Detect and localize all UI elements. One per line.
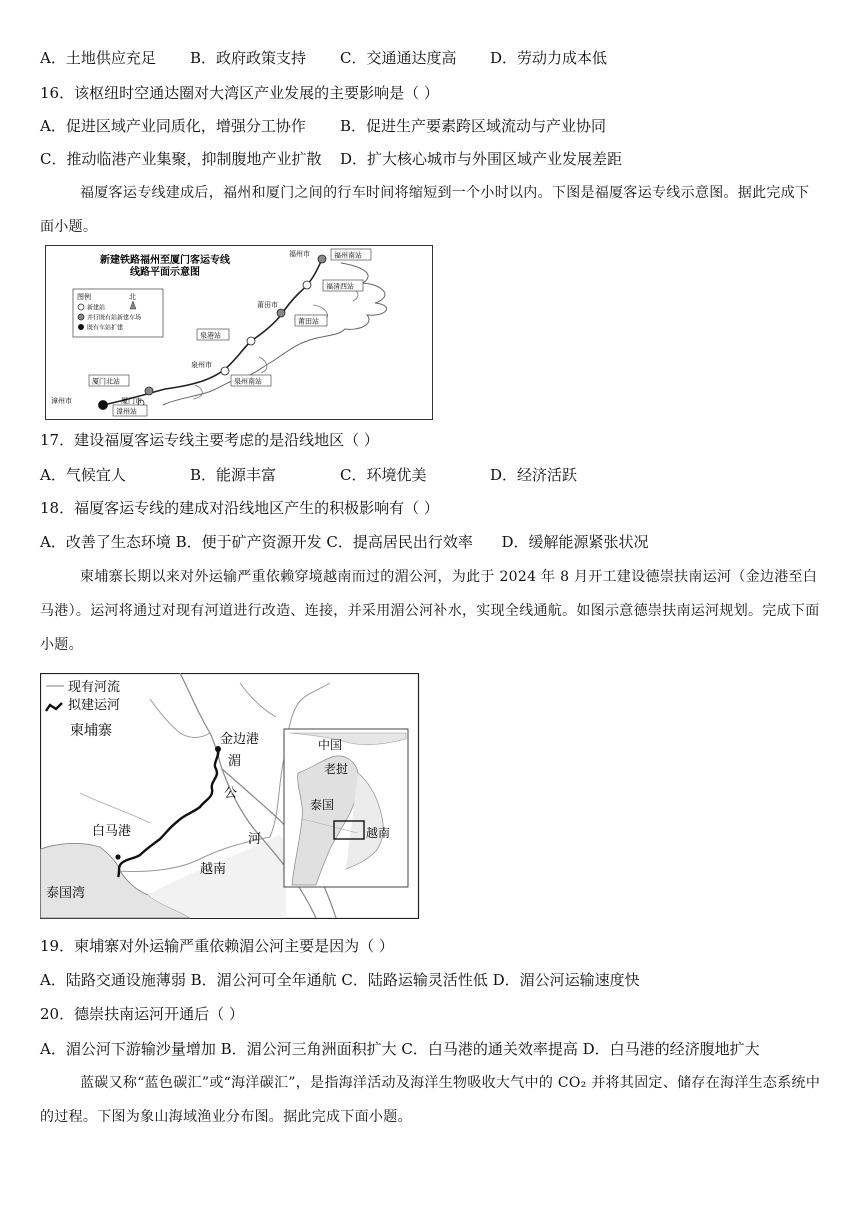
q18-stem: 18．福厦客运专线的建成对沿线地区产生的积极影响有（ ） [40,499,439,517]
q16-option-a: A．促进区域产业同质化，增强分工协作 [40,117,306,135]
label-he: 河 [248,832,262,847]
legend-new-station-icon [78,304,84,310]
label-putian-station: 莆田站 [298,317,319,326]
q17-option-c: C．环境优美 [340,466,427,484]
q17-option-b: B．能源丰富 [190,466,277,484]
legend-river-label: 现有河流 [68,680,121,695]
q20-stem: 20．德崇扶南运河开通后（ ） [40,1005,244,1023]
funan-canal-map [40,673,420,923]
legend-parallel-station-icon [78,314,84,320]
passage-canal: 柬埔寨长期以来对外运输严重依赖穿境越南而过的湄公河，为此于 2024 年 8 月开工建设德崇扶南运河（金边港至白马港）。运河将通过对现有河道进行改造、连接，并采用湄公河补水，实现全线通航。如图示意德崇扶南运河规划。完成下面小题。 [40,569,820,653]
label-zhangzhou-station: 漳州站 [116,407,137,416]
inset-label-laos: 老挝 [324,762,349,776]
label-quanzhou-south: 泉州南站 [234,377,262,386]
label-phnom-penh-port: 金边港 [220,732,260,747]
q18-options: A．改善了生态环境 B．便于矿产资源开发 C．提高居民出行效率 D．缓解能源紧张状况 [40,533,649,551]
legend-canal-label: 拟建运河 [68,698,121,713]
xiamen-north-station-marker [145,387,153,395]
map1-title-line1: 新建铁路福州至厦门客运专线 [100,255,230,266]
q15-option-d: D．劳动力成本低 [490,49,608,67]
zhangzhou-station-marker [99,401,108,410]
q17-option-d: D．经济活跃 [490,466,578,484]
fuqing-west-station-marker [303,281,311,289]
label-xiamen-north: 厦门北站 [92,377,120,386]
quanzhou-south-station-marker [221,367,229,375]
passage-blue-carbon: 蓝碳又称“蓝色碳汇”或“海洋碳汇”，是指海洋活动及海洋生物吸收大气中的 CO₂ 并将其固定、储存在海洋生态系统中的过程。下图为象山海域渔业分布图。据此完成下面小题。 [40,1075,821,1125]
inset-locator-map [284,729,408,887]
q17-option-a: A．气候宜人 [40,466,126,484]
map1-north-label: 北 [129,293,136,301]
label-putian-city: 莆田市 [257,301,278,309]
label-kep-port: 白马港 [92,824,132,839]
label-cambodia: 柬埔寨 [70,723,112,739]
fuxia-rail-map [45,245,433,424]
passage-fuxia: 福厦客运专线建成后，福州和厦门之间的行车时间将缩短到一个小时以内。下图是福厦客运专线示意图。据此完成下面小题。 [40,185,810,235]
label-fuzhou-city: 福州市 [289,250,310,258]
label-xiamen-city: 厦门市 [121,397,142,405]
label-vietnam: 越南 [200,862,227,877]
q16-option-c: C．推动临港产业集聚，抑制腹地产业扩散 [40,150,322,168]
q16-option-d: D．扩大核心城市与外围区域产业发展差距 [340,150,623,168]
legend-expanded-station-label: 既有车站扩建 [87,324,124,332]
map1-title-line2: 线路平面示意图 [130,267,200,278]
q15-option-c: C．交通通达度高 [340,49,457,67]
label-gong: 公 [224,786,238,801]
q19-options: A．陆路交通设施薄弱 B．湄公河可全年通航 C．陆路运输灵活性低 D．湄公河运输速度快 [40,971,640,989]
label-gulf-of-thailand: 泰国湾 [46,886,86,901]
label-fuqing-west: 福清西站 [326,282,354,291]
q20-options: A．湄公河下游输沙量增加 B．湄公河三角洲面积扩大 C．白马港的通关效率提高 D．白马港的经济腹地扩大 [40,1040,760,1058]
putian-station-marker [277,309,285,317]
q15-option-b: B．政府政策支持 [190,49,307,67]
q19-stem: 19．柬埔寨对外运输严重依赖湄公河主要是因为（ ） [40,937,394,955]
legend-new-station-label: 新建站 [87,304,106,312]
fuzhou-south-station-marker [318,255,326,263]
map1-legend-title: 图例 [77,293,91,301]
label-mei: 湄 [228,754,242,769]
q15-option-a: A．土地供应充足 [40,49,156,67]
inset-label-china: 中国 [318,738,343,752]
label-zhangzhou-city: 漳州市 [51,397,72,405]
label-quanzhou-city: 泉州市 [191,361,212,369]
label-fuzhou-south: 福州南站 [334,251,362,260]
legend-parallel-station-label: 并行既有站新建车场 [87,314,142,322]
q16-stem: 16．该枢纽时空通达圈对大湾区产业发展的主要影响是（ ） [40,84,439,102]
kep-port-marker [115,854,120,859]
label-quangang: 泉港站 [200,331,221,340]
quangang-station-marker [247,337,255,345]
inset-label-vietnam: 越南 [366,826,391,840]
inset-label-thailand: 泰国 [310,798,335,812]
q16-option-b: B．促进生产要素跨区域流动与产业协同 [340,117,607,135]
legend-expanded-station-icon [78,324,84,330]
q17-stem: 17．建设福厦客运专线主要考虑的是沿线地区（ ） [40,431,379,449]
